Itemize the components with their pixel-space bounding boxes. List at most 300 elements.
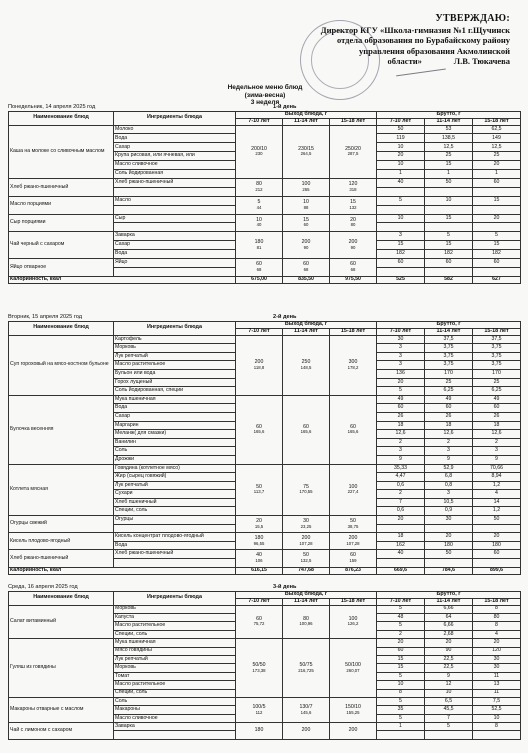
ingredient-name: Бульон или вода (114, 369, 236, 378)
gross-value: 5 (377, 196, 425, 205)
yield-value: 60 (350, 552, 356, 559)
dish-yield (330, 395, 377, 464)
ingredient-name: Масло растительное (114, 361, 236, 370)
dish-yield (283, 464, 330, 516)
dish-yield (236, 550, 283, 567)
kcal-value: 118,8 (253, 364, 265, 370)
gross-value: 64 (425, 613, 473, 621)
ingredient-name: Специи, соль (114, 507, 236, 516)
dish-yield (236, 464, 283, 516)
gross-value (473, 187, 521, 196)
gross-value: 3 (377, 344, 425, 353)
gross-value: 3 (377, 352, 425, 361)
gross-value: 60 (425, 404, 473, 413)
gross-value: 9 (473, 455, 521, 464)
dish-name: Хлеб ржано-пшеничный (9, 178, 114, 196)
gross-value: 60 (473, 550, 521, 559)
gross-value: 22,5 (425, 664, 473, 672)
gross-value: 80 (473, 613, 521, 621)
dish-yield (236, 214, 283, 232)
gross-value (377, 267, 425, 276)
dish-name: Чай с лимоном с сахаром (9, 723, 114, 740)
kcal-value: 178,2 (347, 364, 359, 370)
kcal-value: 216,725 (298, 667, 314, 673)
gross-value: 182 (425, 250, 473, 259)
gross-value: 3,75 (473, 352, 521, 361)
yield-value: 180 (254, 727, 264, 734)
dish-yield (283, 178, 330, 196)
column-header-age: 7-10 лет (377, 328, 425, 335)
gross-value: 15 (377, 664, 425, 672)
kcal-value: 68 (350, 266, 356, 272)
table-row (9, 550, 521, 559)
gross-value: 12,6 (473, 430, 521, 439)
ingredient-name: Сахар (114, 143, 236, 152)
table-row (9, 232, 521, 241)
gross-value: 26 (425, 412, 473, 421)
kcal-value: 265 (302, 186, 310, 192)
approval-line: отдела образования по Бурабайскому району (336, 35, 510, 45)
column-header-age: 7-10 лет (236, 598, 283, 605)
gross-value (377, 731, 425, 739)
gross-value: 15 (473, 241, 521, 250)
gross-value: 4 (473, 490, 521, 499)
column-header-ingredients: Ингредиенты блюда (114, 322, 236, 336)
kcal-value: 106 (255, 558, 263, 564)
ingredient-name: Специи, соль (114, 630, 236, 638)
kcal-value: 132,5 (300, 558, 312, 564)
gross-value (377, 223, 425, 232)
total-gross: 669,6 (377, 567, 425, 575)
kcal-value: 260,07 (346, 667, 360, 673)
column-header-age: 11-14 лет (283, 118, 330, 125)
gross-value: 3 (377, 361, 425, 370)
ingredient-name: Соль йодированная (114, 170, 236, 179)
yield-value: 50/75 (299, 661, 313, 668)
gross-value: 10,5 (425, 498, 473, 507)
gross-value: 3 (377, 447, 425, 456)
kcal-value: 227,4 (347, 489, 359, 495)
gross-value: 25 (473, 152, 521, 161)
column-header-age: 7-10 лет (236, 328, 283, 335)
dish-name: Салат витаминный (9, 605, 114, 639)
dish-yield (330, 464, 377, 516)
gross-value: 3 (473, 447, 521, 456)
total-gross: 525 (377, 276, 425, 284)
kcal-value: 80 (350, 222, 356, 228)
column-header-yield: Выход блюда, г (236, 592, 377, 599)
gross-value: 53 (425, 125, 473, 134)
total-gross: 582 (425, 276, 473, 284)
yield-value: 30 (303, 518, 309, 525)
gross-value: 180 (473, 541, 521, 550)
menu-table (8, 591, 521, 740)
kcal-value: 23,25 (300, 523, 312, 529)
day-date: Вторник, 15 апреля 2025 год (8, 314, 83, 320)
yield-value: 230/15 (298, 145, 314, 152)
dish-yield (236, 395, 283, 464)
table-row (9, 464, 521, 473)
gross-value: 1,2 (473, 481, 521, 490)
kcal-value: 287,5 (347, 151, 359, 157)
gross-value: 14 (473, 498, 521, 507)
gross-value: 10 (473, 714, 521, 722)
day-index: 2-й день (273, 314, 297, 320)
kcal-value: 264,5 (300, 151, 312, 157)
ingredient-name: Вода (114, 541, 236, 550)
gross-value: 60 (473, 404, 521, 413)
gross-value: 30 (377, 335, 425, 344)
gross-value: 15 (425, 214, 473, 223)
yield-value: 300 (348, 359, 358, 366)
gross-value: 2 (377, 630, 425, 638)
gross-value: 1 (377, 170, 425, 179)
dish-yield (330, 258, 377, 276)
gross-value: 20 (377, 152, 425, 161)
ingredient-name: Морковь (114, 664, 236, 672)
column-header-age: 7-10 лет (236, 118, 283, 125)
gross-value: 37,5 (473, 335, 521, 344)
gross-value: 5 (377, 672, 425, 680)
column-header-age: 11-14 лет (425, 328, 473, 335)
day-index: 1-й день (273, 104, 297, 110)
column-header-yield: Выход блюда, г (236, 112, 377, 119)
dish-yield (236, 196, 283, 214)
gross-value: 0,9 (425, 507, 473, 516)
gross-value: 12 (425, 681, 473, 689)
yield-value: 60 (303, 423, 309, 430)
gross-value: 60 (473, 258, 521, 267)
dish-yield (330, 550, 377, 567)
dish-yield (330, 723, 377, 740)
gross-value: 30 (425, 516, 473, 525)
column-header-gross: Брутто, г (377, 322, 521, 329)
signatory-name: Л.В. Тюкачева (453, 56, 510, 66)
kcal-value: 132 (349, 204, 357, 210)
ingredient-name: Мука пшеничная (114, 395, 236, 404)
dish-name: Булочка весенняя (9, 395, 114, 464)
yield-value: 80 (256, 181, 262, 188)
gross-value (425, 205, 473, 214)
gross-value: 10 (425, 689, 473, 697)
ingredient-name: Вода (114, 404, 236, 413)
ingredient-name: Масло (114, 196, 236, 205)
day-section (8, 584, 520, 740)
gross-value: 48 (377, 613, 425, 621)
kcal-value: 68 (303, 266, 309, 272)
yield-value: 40 (256, 552, 262, 559)
dish-yield (283, 550, 330, 567)
ingredient-name: Дрожжи (114, 455, 236, 464)
gross-value: 6,25 (425, 387, 473, 396)
ingredient-name (114, 267, 236, 276)
ingredient-name: Сахар (114, 412, 236, 421)
kcal-value: 165,6 (300, 429, 312, 435)
yield-value: 50 (303, 552, 309, 559)
table-row (9, 533, 521, 542)
total-label: Калорийность, ккал (9, 567, 236, 575)
day-section (8, 104, 520, 284)
dish-name: Макароны отварные с маслом (9, 697, 114, 722)
yield-value: 200 (301, 239, 311, 246)
total-kcal: 835,50 (283, 276, 330, 284)
kcal-value: 40 (256, 222, 262, 228)
ingredient-name: Крупа рисовая, или ячневая, или (114, 152, 236, 161)
yield-value: 50/50 (252, 661, 266, 668)
dish-name: Хлеб ржано-пшеничный (9, 550, 114, 567)
gross-value (425, 559, 473, 568)
gross-value (473, 559, 521, 568)
gross-value (473, 524, 521, 533)
table-row (9, 697, 521, 705)
yield-value: 200 (348, 535, 358, 542)
day-section (8, 314, 520, 575)
ingredient-name: Огурцы (114, 516, 236, 525)
ingredient-name: Капуста (114, 613, 236, 621)
ingredient-name: Лук репчатый (114, 352, 236, 361)
dish-yield (236, 639, 283, 698)
gross-value: 8 (473, 622, 521, 630)
gross-value: 30 (473, 655, 521, 663)
yield-value: 10 (303, 199, 309, 206)
yield-value: 200/10 (251, 145, 267, 152)
yield-value: 60 (256, 423, 262, 430)
dish-yield (283, 258, 330, 276)
ingredient-name: Соль йодированная, специи (114, 387, 236, 396)
gross-value: 60 (425, 258, 473, 267)
total-gross: 784,6 (425, 567, 473, 575)
gross-value: 4 (473, 630, 521, 638)
gross-value (425, 267, 473, 276)
dish-yield (330, 533, 377, 550)
gross-value: 22,5 (425, 655, 473, 663)
gross-value: 136 (377, 369, 425, 378)
kcal-value: 126,2 (347, 621, 359, 627)
table-row (9, 196, 521, 205)
gross-value: 6,66 (425, 622, 473, 630)
gross-value (377, 524, 425, 533)
gross-value: 6,25 (473, 387, 521, 396)
menu-table (8, 321, 521, 575)
ingredient-name: Томат (114, 672, 236, 680)
ingredient-name: Хлеб пшеничный (114, 498, 236, 507)
gross-value (377, 187, 425, 196)
total-kcal: 616,15 (236, 567, 283, 575)
kcal-value: 113,7 (253, 489, 265, 495)
column-header-ingredients: Ингредиенты блюда (114, 112, 236, 126)
day-date: Среда, 16 апреля 2025 год (8, 584, 78, 590)
gross-value: 3,75 (425, 352, 473, 361)
ingredient-name: Соль (114, 447, 236, 456)
ingredient-name: Яйцо (114, 258, 236, 267)
gross-value: 3,75 (473, 344, 521, 353)
gross-value: 1 (473, 170, 521, 179)
gross-value (473, 731, 521, 739)
dish-yield (330, 196, 377, 214)
gross-value: 10 (377, 143, 425, 152)
gross-value: 20 (425, 533, 473, 542)
column-header-age: 15-18 лет (330, 328, 377, 335)
ingredient-name: Морковь (114, 605, 236, 613)
yield-value: 100/5 (252, 703, 266, 710)
gross-value (425, 187, 473, 196)
ingredient-name: Вода (114, 250, 236, 259)
gross-value: 15 (425, 241, 473, 250)
ingredient-name (114, 524, 236, 533)
table-row (9, 605, 521, 613)
kcal-value: 75,72 (253, 621, 265, 627)
ingredient-name (114, 205, 236, 214)
gross-value: 6,5 (425, 697, 473, 705)
ingredient-name: Соль (114, 697, 236, 705)
yield-value: 200 (301, 535, 311, 542)
gross-value: 8 (473, 605, 521, 613)
gross-value: 50 (377, 125, 425, 134)
dish-name: Яйцо отварное (9, 258, 114, 276)
gross-value: 0,6 (377, 481, 425, 490)
total-label: Калорийность, ккал (9, 276, 236, 284)
yield-value: 150/10 (345, 703, 361, 710)
gross-value: 13 (473, 681, 521, 689)
ingredient-name: Картофель (114, 335, 236, 344)
dish-yield (283, 516, 330, 533)
ingredient-name: Сыр (114, 214, 236, 223)
gross-value: 6,8 (425, 473, 473, 482)
column-header-age: 11-14 лет (283, 328, 330, 335)
column-header-age: 7-10 лет (377, 598, 425, 605)
yield-value: 200 (348, 239, 358, 246)
ingredient-name: Масло растительное (114, 681, 236, 689)
yield-value: 180 (254, 535, 264, 542)
table-row (9, 639, 521, 647)
gross-value: 170 (425, 369, 473, 378)
dish-name: Гуляш из говядины (9, 639, 114, 698)
kcal-value: 165,6 (347, 429, 359, 435)
day-index: 3-й день (273, 584, 297, 590)
ingredient-name (114, 731, 236, 739)
gross-value: 15 (425, 161, 473, 170)
yield-value: 120 (348, 181, 358, 188)
ingredient-name: Мука пшеничная (114, 639, 236, 647)
column-header-age: 7-10 лет (377, 118, 425, 125)
column-header-dish: Наименование блюд (9, 322, 114, 336)
gross-value: 20 (377, 516, 425, 525)
gross-value (425, 223, 473, 232)
gross-value: 1 (425, 170, 473, 179)
day-header (8, 584, 520, 591)
gross-value: 180 (425, 541, 473, 550)
kcal-value: 38,75 (347, 523, 359, 529)
table-row (9, 395, 521, 404)
ingredient-name: Хлеб ржано-пшеничный (114, 550, 236, 559)
yield-value: 50 (256, 483, 262, 490)
yield-value: 100 (348, 615, 358, 622)
gross-value: 25 (473, 378, 521, 387)
dish-yield (283, 335, 330, 395)
dish-yield (283, 605, 330, 639)
ingredient-name: Масло сливочное (114, 714, 236, 722)
gross-value: 7 (377, 498, 425, 507)
kcal-value: 155,25 (346, 709, 360, 715)
ingredient-name: Заварка (114, 723, 236, 731)
column-header-ingredients: Ингредиенты блюда (114, 592, 236, 606)
table-row (9, 178, 521, 187)
kcal-value: 15,5 (254, 523, 264, 529)
gross-value: 2 (425, 438, 473, 447)
kcal-value: 145,6 (300, 709, 312, 715)
gross-value: 4,47 (377, 473, 425, 482)
gross-value: 5 (377, 714, 425, 722)
dish-yield (283, 232, 330, 259)
gross-value: 162 (377, 541, 425, 550)
gross-value: 90 (425, 647, 473, 655)
ingredient-name: Молоко (114, 125, 236, 134)
ingredient-name: Хлеб ржано-пшеничный (114, 178, 236, 187)
gross-value: 12,5 (425, 143, 473, 152)
approval-line: Директор КГУ «Школа-гимназия №1 г.Щучинск (320, 24, 510, 35)
yield-value: 75 (303, 483, 309, 490)
gross-value: 50 (473, 516, 521, 525)
ingredient-name: Кисель концентрат плодово-ягодный (114, 533, 236, 542)
gross-value: 20 (473, 533, 521, 542)
gross-value: 3 (425, 447, 473, 456)
column-header-yield: Выход блюда, г (236, 322, 377, 329)
gross-value: 1 (377, 723, 425, 731)
gross-value: 60 (377, 258, 425, 267)
gross-value: 52,9 (425, 464, 473, 473)
gross-value (473, 205, 521, 214)
dish-yield (330, 697, 377, 722)
gross-value: 3,75 (425, 361, 473, 370)
gross-value: 170 (473, 369, 521, 378)
dish-yield (236, 697, 283, 722)
gross-value: 20 (473, 214, 521, 223)
yield-value: 100 (301, 181, 311, 188)
dish-yield (236, 178, 283, 196)
gross-value: 40 (377, 550, 425, 559)
kcal-value: 100,96 (299, 621, 313, 627)
dish-name: Чай черный с сахаром (9, 232, 114, 259)
dish-yield (236, 516, 283, 533)
gross-value: 8 (473, 723, 521, 731)
dish-name: Сыр порциями (9, 214, 114, 232)
kcal-value: 44 (256, 204, 262, 210)
kcal-value: 165,6 (253, 429, 265, 435)
gross-value: 0,8 (425, 481, 473, 490)
gross-value: 26 (377, 412, 425, 421)
kcal-value: 212 (255, 186, 263, 192)
gross-value: 5 (425, 232, 473, 241)
gross-value: 25 (425, 378, 473, 387)
dish-yield (330, 516, 377, 533)
gross-value: 119 (377, 134, 425, 143)
yield-value: 50 (350, 518, 356, 525)
gross-value: 2,68 (425, 630, 473, 638)
kcal-value: 60 (303, 222, 309, 228)
gross-value: 15 (377, 655, 425, 663)
yield-value: 60 (256, 615, 262, 622)
gross-value: 30 (473, 664, 521, 672)
yield-value: 20 (350, 216, 356, 223)
gross-value: 5 (377, 622, 425, 630)
gross-value: 52,5 (473, 706, 521, 714)
dish-name: Котлета мясная (9, 464, 114, 516)
gross-value: 182 (377, 250, 425, 259)
yield-value: 130/7 (299, 703, 313, 710)
column-header-gross: Брутто, г (377, 592, 521, 599)
yield-value: 60 (350, 261, 356, 268)
ingredient-name: Лук репчатый (114, 655, 236, 663)
